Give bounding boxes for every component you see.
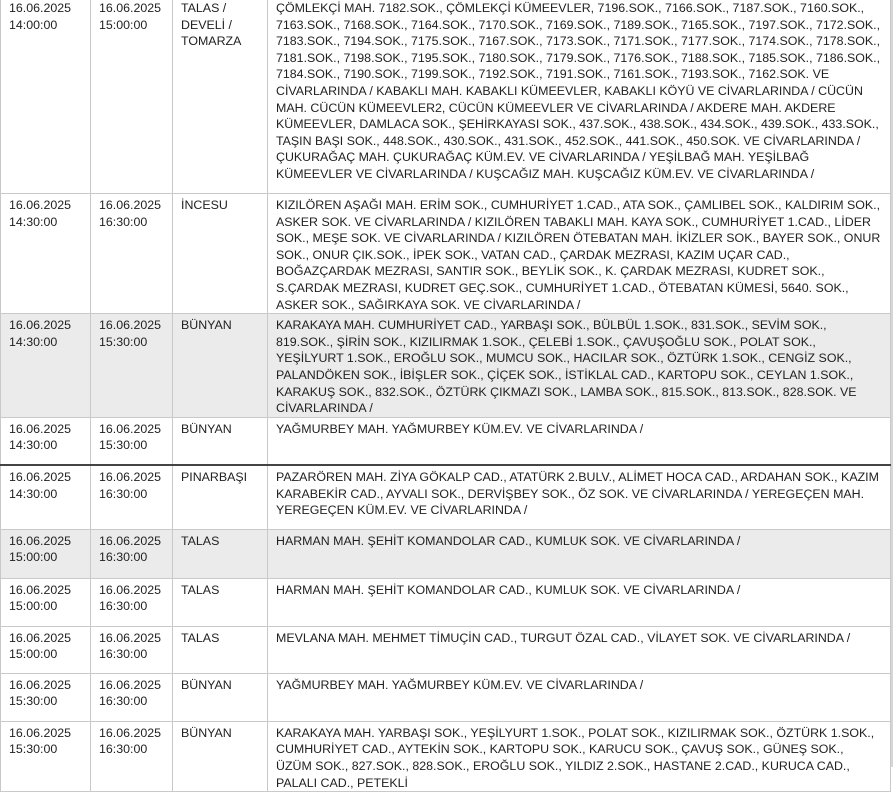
start-datetime-cell (1, 626, 91, 673)
start-time: 14:30:00 (9, 486, 58, 501)
start-date: 16.06.2025 (9, 198, 72, 212)
end-datetime-cell (91, 578, 173, 626)
start-date: 16.06.2025 (9, 470, 72, 485)
end-time: 16:30:00 (99, 647, 148, 662)
table-row (1, 417, 891, 465)
district-cell: PINARBAŞI (173, 465, 268, 529)
address-cell: KARAKAYA MAH. YARBAŞI SOK., YEŞİLYURT 1.SOK., POLAT SOK., KIZILIRMAK SOK., ÖZTÜRK 1.SOK., CUMHURİYET CAD., AYTEKİN SOK., KARTOPU SOK., KARUCU SOK., ÇAVUŞ SOK., GÜNEŞ SOK., ÜZÜM SOK., 827.SOK., 828.SOK., EROĞLU SOK., YILDIZ 2.SOK., HASTANE 2.CAD., KURUCA CAD., PALALI CAD., PETEKLİ (268, 721, 891, 791)
start-time: 14:30:00 (9, 214, 58, 229)
start-date: 16.06.2025 (9, 421, 72, 436)
address-cell: KIZILÖREN AŞAĞI MAH. ERİM SOK., CUMHURİYET 1.CAD., ATA SOK., ÇAMLIBEL SOK., KALDIRIM SOK., ASKER SOK. VE CİVARLARINDA / KIZILÖREN TABAKLI MAH. KAYA SOK., CUMHURİYET 1.CAD., LİDER SOK., MEŞE SOK. VE CİVARLARINDA / KIZILÖREN ÖTEBATAN MAH. İKİZLER SOK., BAYER SOK., ONUR SOK., ONUR ÇIK.SOK., İPEK SOK., VATAN CAD., ÇARDAK MEZRASI, KAZIM UÇAR CAD., BOĞAZÇARDAK MEZRASI, SANTIR SOK., BEYLİK SOK., K. ÇARDAK MEZRASI, KUDRET SOK., S.ÇARDAK MEZRASI, KUDRET GEÇ.SOK., CUMHURİYET 1.CAD., ÖTEBATAN KÜMESİ, 5640. SOK., ASKER SOK., SAĞIRKAYA SOK. VE CİVARLARINDA / (268, 194, 891, 314)
district-cell: İNCESU (173, 194, 268, 314)
address-cell: MEVLANA MAH. MEHMET TİMUÇİN CAD., TURGUT ÖZAL CAD., VİLAYET SOK. VE CİVARLARINDA / (268, 626, 891, 673)
table-row (1, 721, 891, 791)
start-datetime-cell (1, 0, 91, 194)
end-date: 16.06.2025 (99, 421, 162, 436)
end-date: 16.06.2025 (99, 470, 162, 485)
table-row (1, 194, 891, 314)
end-datetime-cell (91, 194, 173, 314)
end-datetime-cell (91, 626, 173, 673)
district-cell: TALAS (173, 529, 268, 578)
end-datetime-cell (91, 721, 173, 791)
start-datetime-cell (1, 529, 91, 578)
start-date: 16.06.2025 (9, 533, 72, 548)
start-time: 15:30:00 (9, 742, 58, 757)
end-time: 15:00:00 (99, 17, 148, 32)
address-cell: KARAKAYA MAH. CUMHURİYET CAD., YARBAŞI SOK., BÜLBÜL 1.SOK., 831.SOK., SEVİM SOK., 819.SOK., ŞİRİN SOK., KIZILIRMAK 1.SOK., ÇELEBİ 1.SOK., ÇAVUŞOĞLU SOK., POLAT SOK., YEŞİLYURT 1.SOK., EROĞLU SOK., MUMCU SOK., HACILAR SOK., ÖZTÜRK 1.SOK., CENGİZ SOK., PALANDÖKEN SOK., İBİŞLER SOK., ÇİÇEK SOK., İSTİKLAL CAD., KARTOPU SOK., CEYLAN 1.SOK., KARAKUŞ SOK., 832.SOK., ÖZTÜRK ÇIKMAZI SOK., LAMBA SOK., 815.SOK., 813.SOK., 828.SOK. VE CİVARLARINDA / (268, 314, 891, 418)
table-row (1, 529, 891, 578)
end-time: 16:30:00 (99, 214, 148, 229)
start-datetime-cell (1, 673, 91, 721)
start-time: 14:30:00 (9, 438, 58, 453)
start-datetime-cell (1, 578, 91, 626)
end-datetime-cell (91, 314, 173, 418)
end-datetime-cell (91, 529, 173, 578)
address-cell: YAĞMURBEY MAH. YAĞMURBEY KÜM.EV. VE CİVARLARINDA / (268, 417, 891, 465)
end-date: 16.06.2025 (99, 677, 162, 692)
end-time: 16:30:00 (99, 599, 148, 614)
address-cell: YAĞMURBEY MAH. YAĞMURBEY KÜM.EV. VE CİVARLARINDA / (268, 673, 891, 721)
start-date: 16.06.2025 (9, 630, 72, 645)
district-cell: TALAS (173, 626, 268, 673)
outage-table-body (1, 0, 891, 792)
district-cell: BÜNYAN (173, 673, 268, 721)
table-row (1, 626, 891, 673)
start-time: 15:30:00 (9, 694, 58, 709)
end-datetime-cell (91, 417, 173, 465)
start-time: 14:00:00 (9, 17, 58, 32)
table-row (1, 0, 891, 194)
end-time: 15:30:00 (99, 438, 148, 453)
end-time: 16:30:00 (99, 694, 148, 709)
address-cell: HARMAN MAH. ŞEHİT KOMANDOLAR CAD., KUMLUK SOK. VE CİVARLARINDA / (268, 529, 891, 578)
end-date: 16.06.2025 (99, 533, 162, 548)
table-row (1, 673, 891, 721)
start-datetime-cell (1, 314, 91, 418)
start-datetime-cell (1, 194, 91, 314)
district-cell: TALAS (173, 578, 268, 626)
table-row (1, 314, 891, 418)
start-date: 16.06.2025 (9, 1, 72, 15)
end-date: 16.06.2025 (99, 725, 162, 740)
address-cell: HARMAN MAH. ŞEHİT KOMANDOLAR CAD., KUMLUK SOK. VE CİVARLARINDA / (268, 578, 891, 626)
start-time: 14:30:00 (9, 334, 58, 349)
start-datetime-cell (1, 721, 91, 791)
start-date: 16.06.2025 (9, 725, 72, 740)
start-date: 16.06.2025 (9, 318, 72, 333)
end-date: 16.06.2025 (99, 198, 162, 212)
district-cell: BÜNYAN (173, 721, 268, 791)
start-time: 15:00:00 (9, 599, 58, 614)
start-date: 16.06.2025 (9, 582, 72, 597)
end-datetime-cell (91, 465, 173, 529)
district-cell: BÜNYAN (173, 417, 268, 465)
district-cell: TALAS / DEVELİ / TOMARZA (173, 0, 268, 194)
end-time: 16:30:00 (99, 486, 148, 501)
end-datetime-cell (91, 673, 173, 721)
start-time: 15:00:00 (9, 550, 58, 565)
end-time: 16:30:00 (99, 742, 148, 757)
start-datetime-cell (1, 465, 91, 529)
end-datetime-cell (91, 0, 173, 194)
end-date: 16.06.2025 (99, 630, 162, 645)
address-cell: ÇÖMLEKÇİ MAH. 7182.SOK., ÇÖMLEKÇİ KÜMEEVLER, 7196.SOK., 7166.SOK., 7187.SOK., 7160.SOK., 7163.SOK., 7168.SOK., 7164.SOK., 7170.SOK., 7169.SOK., 7189.SOK., 7165.SOK., 7197.SOK., 7172.SOK., 7183.SOK., 7194.SOK., 7175.SOK., 7167.SOK., 7173.SOK., 7171.SOK., 7177.SOK., 7174.SOK., 7178.SOK., 7181.SOK., 7198.SOK., 7195.SOK., 7180.SOK., 7179.SOK., 7176.SOK., 7188.SOK., 7185.SOK., 7186.SOK., 7184.SOK., 7190.SOK., 7199.SOK., 7192.SOK., 7191.SOK., 7161.SOK., 7193.SOK., 7162.SOK. VE CİVARLARINDA / KABAKLI MAH. KABAKLI KÜMEEVLER, KABAKLI KÖYÜ VE CİVARLARINDA / CÜCÜN MAH. CÜCÜN KÜMEEVLER2, CÜCÜN KÜMEEVLER VE CİVARLARINDA / AKDERE MAH. AKDERE KÜMEEVLER, DAMLACA SOK., ŞEHİRKAYASI SOK., 437.SOK., 438.SOK., 434.SOK., 439.SOK., 433.SOK., TAŞIN BAŞI SOK., 448.SOK., 430.SOK., 431.SOK., 452.SOK., 441.SOK., 450.SOK. VE CİVARLARINDA / ÇUKURAĞAÇ MAH. ÇUKURAĞAÇ KÜM.EV. VE CİVARLARINDA / YEŞİLBAĞ MAH. YEŞİLBAĞ KÜMEEVLER VE CİVARLARINDA / KUŞCAĞIZ MAH. KUŞCAĞIZ KÜM.EV. VE CİVARLARINDA / (268, 0, 891, 194)
end-time: 15:30:00 (99, 334, 148, 349)
start-date: 16.06.2025 (9, 677, 72, 692)
start-time: 15:00:00 (9, 647, 58, 662)
end-date: 16.06.2025 (99, 318, 162, 333)
table-row (1, 578, 891, 626)
end-date: 16.06.2025 (99, 582, 162, 597)
address-cell: PAZARÖREN MAH. ZİYA GÖKALP CAD., ATATÜRK 2.BULV., ALİMET HOCA CAD., ARDAHAN SOK., KAZIM KARABEKİR CAD., AYVALI SOK., DERVİŞBEY SOK., ÖZ SOK. VE CİVARLARINDA / YEREGEÇEN MAH. YEREGEÇEN KÜM.EV. VE CİVARLARINDA / (268, 465, 891, 529)
end-time: 16:30:00 (99, 550, 148, 565)
district-cell: BÜNYAN (173, 314, 268, 418)
table-row (1, 465, 891, 529)
end-date: 16.06.2025 (99, 1, 162, 15)
start-datetime-cell (1, 417, 91, 465)
